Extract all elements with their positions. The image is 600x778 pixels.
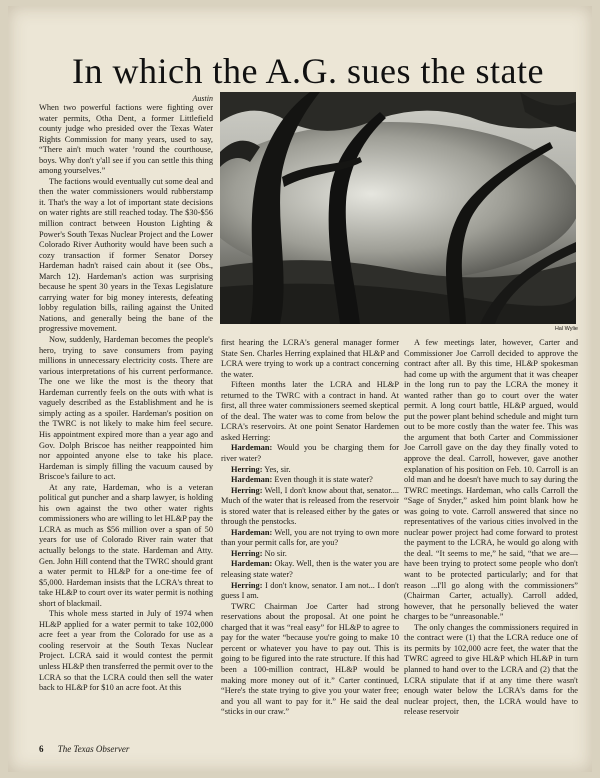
speaker-name: Hardeman: [231, 443, 273, 453]
paragraph: Now, suddenly, Hardeman becomes the people's hero, trying to save consumers from paying millions in unnecessary electricity costs. There are various interpretations of his current performance. The one we like the most is the theory that Hardeman currently feels on the outs with what is vaguely described as the Establishment and he is simply acting as a spoiler. Hardeman's position on the TWRC is not likely to make him feel secure. His appointment expired more than a year ago and Gov. Dolph Briscoe has neither reappointed him nor appointed anyone else to take his place. Hardeman is simply filling the vacuum caused by Briscoe's failure to act. [39, 335, 213, 482]
paragraph: first hearing the LCRA's general manager former State Sen. Charles Herring explained that HL&P and LCRA were trying to work up a contract concerning the water. [221, 338, 399, 379]
article-column-1 [39, 94, 213, 694]
river-trees-photo [220, 92, 576, 324]
page-headline: In which the A.G. sues the state [72, 51, 544, 91]
paragraph: The only changes the commissioners required in the contract were (1) that the LCRA reduce one of its permits by 102,000 acre feet, the water that the TWRC agreed to give HL&P which HL&P in turn planned to hand over to the LCRA and (2) that the LCRA stipulate that if at any time there wasn't enough water below the LCRA's dams for the nuclear project, then, the LCRA would have to release reservoir [404, 622, 578, 717]
page-footer [39, 744, 129, 754]
speaker-name: Herring: [231, 485, 263, 495]
speaker-name: Hardeman: [231, 527, 273, 537]
article-column-2 [221, 338, 399, 718]
dialogue-line [221, 475, 399, 486]
paragraph: TWRC Chairman Joe Carter had strong reservations about the proposal. At one point he charged that it was “real easy” for HL&P to agree to pay for the water “because you're going to make 10 percent or whatever you have to pay out. This is going to be figured into the rate structure. If this had been a 100-million contract, HL&P would be making more money out of it.” Carter continued, “Here's the state trying to give you your water free; and you all want to pay for it.” He said the deal “sticks in our craw.” [221, 601, 399, 717]
speaker-name: Hardeman: [231, 559, 273, 569]
speaker-name: Hardeman: [231, 475, 273, 485]
dialogue-text: Well, you are not trying to own more than your permit calls for, are you? [221, 527, 399, 548]
page-number: 6 [39, 744, 44, 754]
paragraph: The factions would eventually cut some deal and then the water commissioners would rubberstamp it. That's the way a lot of important state decisions on water rights are still reached today. The $30-$56 million contract between Houston Lighting & Power's South Texas Nuclear Project and the Lower Colorado River Authority would have been such a cozy transaction if former Senator Dorsey Hardeman hadn't raised cain about it (see Obs., March 12). Hardeman's action was surprising because he spent 30 years in the Texas Legislature carrying water for big money interests, defeating lobby regulation bills, railing against the United Nations, and generally being the bane of the progressive movement. [39, 176, 213, 334]
dialogue-text: Even though it is state water? [272, 475, 373, 485]
dateline: Austin [192, 94, 213, 103]
dialogue-line [221, 443, 399, 464]
speaker-name: Herring: [231, 464, 263, 474]
photo-credit: Hal Wylie [554, 326, 578, 332]
dialogue-text: Well, I don't know about that, senator.... Much of the water that is released from the reservoir is stored water that is released either by the gates or through the penstocks. [221, 485, 399, 527]
dialogue-line [221, 486, 399, 528]
paragraph: At any rate, Hardeman, who is a veteran political gut puncher and a sharp lawyer, is holding his own against the two other water rights commissioners who are willing to let HL&P pay the LCRA as much as $56 million over a span of 50 years for use of Colorado River rain water that actually belongs to the state. Hardeman and Atty. Gen. John Hill contend that the TWRC should grant a water permit to HL&P for a one-time fee of $5,000. Hardeman insists that the LCRA's threat to take HL&P to court over its water permit is nothing short of blackmail. [39, 482, 213, 608]
dialogue-text: No sir. [262, 548, 287, 558]
dialogue-line [221, 581, 399, 602]
newspaper-page [8, 6, 592, 772]
paragraph: A few meetings later, however, Carter and Commissioner Joe Carroll decided to approve the contract after all. By this time, HL&P spokesman had come up with the argument that it was cheaper in the long run to pay the LCRA the money it wanted rather than go to court over the water permit. A long court battle, HL&P argued, would put the power plant behind schedule and might turn out to be more costly than the water fee. This was the argument that both Carter and Commissioner Joe Carroll gave on the day they finally voted to approve the deal. Carroll, however, gave another explanation of his position on Feb. 10. Carroll is an old man and he doesn't have much to say during the TWRC meetings. Hardeman, who calls Carroll the “Sage of Snyder,” asked him point blank how he was going to vote. Carroll answered that since no representatives of the various cities involved in the nuclear power project had come forward to protest the payment to the LCRA, he would go along with the deal. “It seems to me,” he said, “that we are—have been trying to protect some people who don't want to be protected particularly; and for that reason ...I'll go along with the commissioners” (Chairman Carter, actually). Carroll added, however, that he personally believed the water charges to be “unreasonable.” [404, 338, 578, 622]
paragraph: This whole mess started in July of 1974 when HL&P applied for a water permit to take 102,000 acre feet a year from the Colorado for use as a cooling reservoir at the South Texas Nuclear Project. LCRA said it would contest the permit unless HL&P then transferred the permit over to the LCRA so that the LCRA could then sell the water back to HL&P for $10 an acre foot. At this [39, 609, 213, 693]
article-column-3 [404, 338, 578, 718]
dialogue-text: Yes, sir. [262, 464, 291, 474]
dialogue-text: Would you be charging them for river water? [221, 443, 399, 464]
dialogue-line [221, 549, 399, 560]
dialogue-text: Okay. Well, then is the water you are releasing state water? [221, 559, 399, 580]
photo-image [220, 92, 576, 324]
paragraph: When two powerful factions were fighting over water permits, Otha Dent, a former Littlefield county judge who presided over the Texas Water Rights Commission for many years, used to say, “There ain't much water ’round the courthouse, boys. Why don't y'all see if you can settle this thing among yourselves.” [39, 103, 213, 176]
dialogue-line [221, 465, 399, 476]
publication-name: The Texas Observer [57, 744, 130, 754]
dialogue-line [221, 528, 399, 549]
speaker-name: Herring: [231, 580, 263, 590]
dialogue-line [221, 559, 399, 580]
speaker-name: Herring: [231, 548, 263, 558]
dialogue-text: I don't know, senator. I am not... I don't guess I am. [221, 580, 399, 601]
paragraph: Fifteen months later the LCRA and HL&P returned to the TWRC with a contract in hand. At first, all three water commissioners seemed skeptical of the deal. The water was to come from below the LCRA's reservoirs. At one point Senator Hardemen asked Herring: [221, 380, 399, 442]
